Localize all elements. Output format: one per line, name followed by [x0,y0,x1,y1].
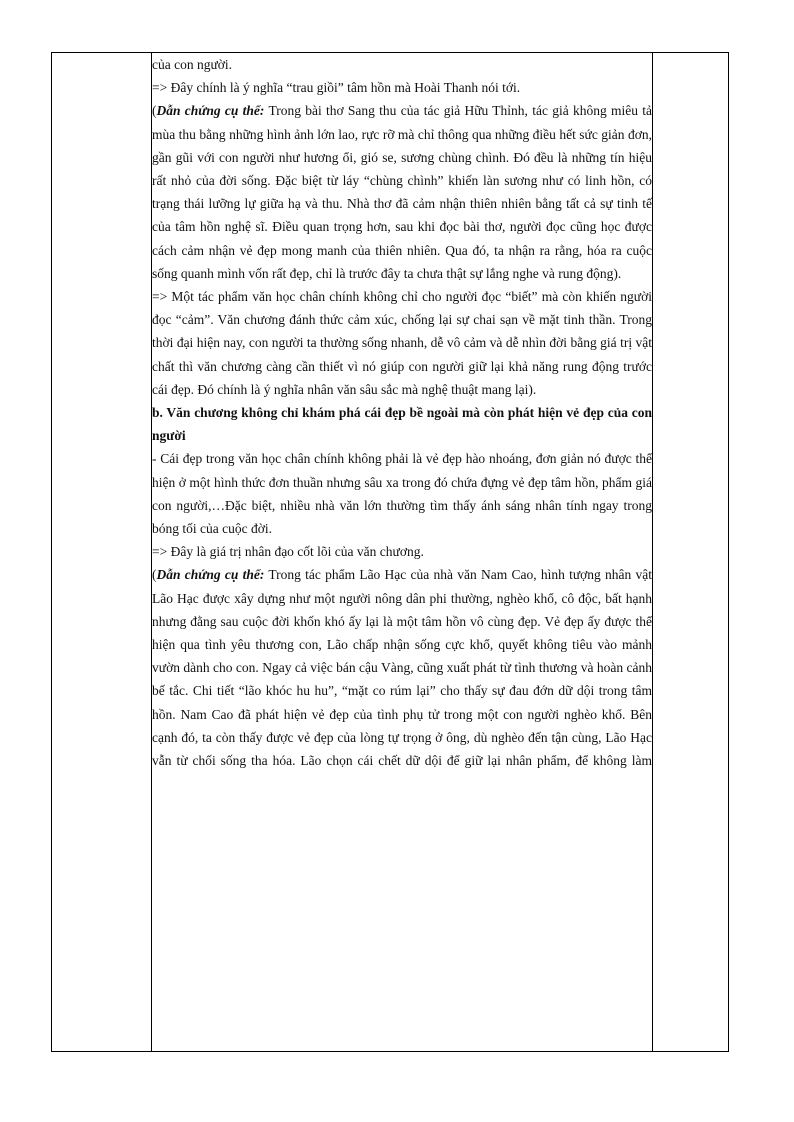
paragraph: => Đây chính là ý nghĩa “trau giồi” tâm hồn mà Hoài Thanh nói tới. [152,80,521,96]
lesson-table [51,52,729,1052]
evidence-label: Dẫn chứng cụ thể: [156,103,265,119]
evidence-label: Dẫn chứng cụ thể: [156,567,265,583]
content-text [152,53,652,772]
evidence-paragraph: (Dẫn chứng cụ thể: Trong tác phẩm Lão Hạc của nhà văn Nam Cao, hình tượng nhân vật Lão Hạc được xây dựng như một người nông dân phi thường, nghèo khổ, cô độc, bất hạnh nhưng đằng sau cuộc đời khốn khó ấy lại là một tâm hồn vô cùng đẹp. Vẻ đẹp ấy được thể hiện qua tình yêu thương con, Lão chấp nhận sống cực khổ, quyết không tiêu vào mảnh vườn dành cho con. Ngay cả việc bán cậu Vàng, cũng xuất phát từ tình thương và hoàn cảnh bế tắc. Chi tiết “lão khóc hu hu”, “mặt co rúm lại” cho thấy sự đau đớn dữ dội trong tâm hồn. Nam Cao đã phát hiện vẻ đẹp của tình phụ tử trong một con người nghèo khổ. Bên cạnh đó, ta còn thấy được vẻ đẹp của lòng tự trọng ở ông, dù nghèo đến tận cùng, Lão Hạc vẫn từ chối sống tha hóa. Lão chọn cái chết dữ dội để giữ lại nhân phẩm, để không làm [152,567,652,769]
paragraph: của con người. [152,57,233,72]
table-row [52,53,729,1052]
paragraph: - Cái đẹp trong văn học chân chính không phải là vẻ đẹp hào nhoáng, đơn giản nó được thể hiện ở một hình thức đơn thuần nhưng sâu xa trong đó chứa đựng vẻ đẹp tâm hồn, phẩm giá con người,…Đặc biệt, nhiều nhà văn lớn thường tìm thấy ánh sáng nhân tính ngay trong bóng tối của cuộc đời. [152,451,652,537]
paragraph: => Đây là giá trị nhân đạo cốt lõi của văn chương. [152,544,424,560]
right-column-cell [653,53,729,1052]
content-cell [152,53,653,1052]
left-column-cell [52,53,152,1052]
paragraph: => Một tác phẩm văn học chân chính không chỉ cho người đọc “biết” mà còn khiến người đọc “cảm”. Văn chương đánh thức cảm xúc, chống lại sự chai sạn về mặt tinh thần. Trong thời đại hiện nay, con người ta thường sống nhanh, dễ vô cảm và dễ nhìn đời bằng giá trị vật chất thì văn chương càng cần thiết vì nó giúp con người giữ lại khả năng rung động trước cái đẹp. Đó chính là ý nghĩa nhân văn sâu sắc mà nghệ thuật mang lại). [152,289,652,397]
evidence-paragraph: (Dẫn chứng cụ thể: Trong bài thơ Sang thu của tác giả Hữu Thỉnh, tác giả không miêu tả mùa thu bằng những hình ảnh lớn lao, rực rỡ mà chỉ thông qua những điều hết sức giản đơn, gần gũi với con người như hương ổi, gió se, sương chùng chình. Đó đều là những tín hiệu rất nhỏ của đời sống. Đặc biệt từ láy “chùng chình” khiến làn sương như có linh hồn, có trạng thái lưỡng lự giữa hạ và thu. Nhà thơ đã cảm nhận thiên nhiên bằng tất cả sự tinh tế của tâm hồn nghệ sĩ. Điều quan trọng hơn, sau khi đọc bài thơ, người đọc cũng học được cách cảm nhận vẻ đẹp mong manh của thiên nhiên. Qua đó, ta nhận ra rằng, hóa ra cuộc sống quanh mình vốn rất đẹp, chỉ là trước đây ta chưa thật sự lắng nghe và rung động). [152,103,652,281]
section-heading: b. Văn chương không chỉ khám phá cái đẹp bề ngoài mà còn phát hiện vẻ đẹp của con người [152,405,652,444]
